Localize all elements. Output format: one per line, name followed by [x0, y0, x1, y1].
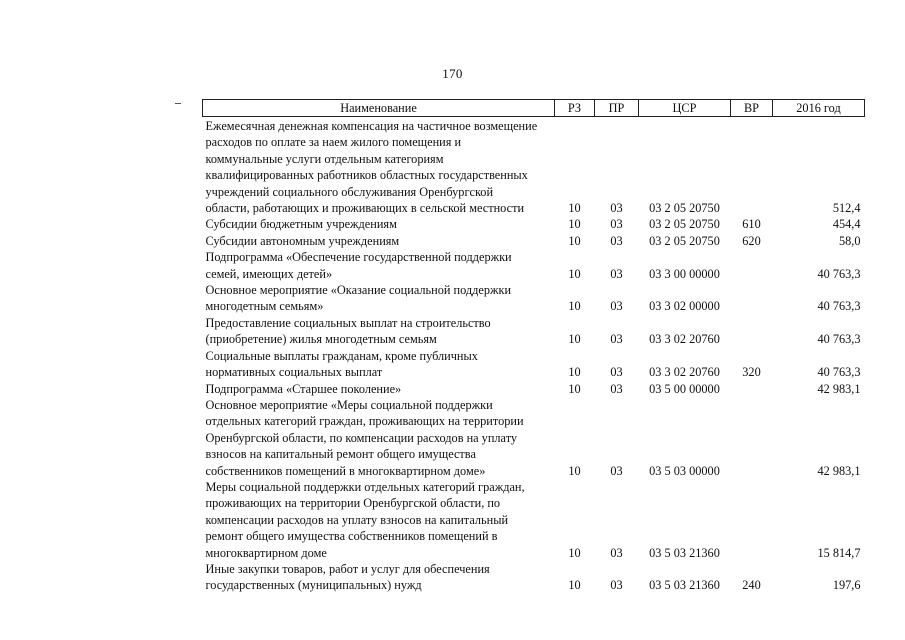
- row-name-line: взносов на капитальный ремонт общего имущества: [205, 447, 476, 462]
- table-row: [203, 233, 865, 249]
- row-vr: [731, 315, 773, 348]
- table-row: [203, 348, 865, 381]
- row-name-line: государственных (муниципальных) нужд: [205, 578, 422, 593]
- header-pr: ПР: [595, 100, 639, 117]
- row-csr: 03 5 03 21360: [649, 578, 720, 593]
- row-name: [203, 282, 555, 315]
- row-name-line: Основное мероприятие «Меры социальной поддержки: [205, 397, 493, 412]
- row-name-line: Подпрограмма «Обеспечение государственной поддержки: [205, 250, 512, 265]
- row-vr: 320: [742, 365, 761, 380]
- row-pr: 03: [610, 299, 623, 314]
- row-name-line: области, работающих и проживающих в сельской местности: [205, 201, 525, 216]
- row-vr: [731, 117, 773, 217]
- row-pr: 03: [610, 578, 623, 593]
- row-amount: 42 983,1: [817, 463, 861, 478]
- row-name-line: учреждений социального обслуживания Оренбургской: [205, 184, 494, 199]
- row-amount: 197,6: [832, 578, 861, 593]
- row-amount: 40 763,3: [817, 365, 861, 380]
- row-name-line: Субсидии автономным учреждениям: [205, 233, 400, 248]
- row-vr: [731, 397, 773, 479]
- row-pr: 03: [610, 217, 623, 232]
- row-name-line: расходов по оплате за наем жилого помещения и: [205, 135, 462, 150]
- row-csr: 03 2 05 20750: [649, 217, 720, 232]
- row-rz: 10: [568, 201, 581, 216]
- row-amount: 42 983,1: [817, 381, 861, 396]
- header-row: [203, 100, 865, 117]
- row-name-line: коммунальные услуги отдельным категориям: [205, 151, 444, 166]
- row-pr: 03: [610, 233, 623, 248]
- row-name-line: нормативных социальных выплат: [205, 365, 383, 380]
- row-name: [203, 117, 555, 217]
- row-name-line: собственников помещений в многоквартирном доме»: [205, 463, 486, 478]
- row-pr: 03: [610, 545, 623, 560]
- row-name: [203, 381, 555, 397]
- row-pr: 03: [610, 332, 623, 347]
- row-name-line: многодетным семьям»: [205, 299, 324, 314]
- row-csr: 03 5 03 00000: [649, 463, 720, 478]
- row-amount: 40 763,3: [817, 266, 861, 281]
- row-amount: 454,4: [832, 217, 861, 232]
- table-row: [203, 479, 865, 561]
- row-vr: [731, 381, 773, 397]
- table-row: [203, 315, 865, 348]
- row-name-line: (приобретение) жилья многодетным семьям: [205, 332, 437, 347]
- row-rz: 10: [568, 217, 581, 232]
- row-name-line: проживающих на территории Оренбургской области, по: [205, 496, 501, 511]
- table-row: [203, 249, 865, 282]
- row-name-line: Меры социальной поддержки отдельных категорий граждан,: [205, 479, 525, 494]
- row-csr: 03 3 00 00000: [649, 266, 720, 281]
- table-row: [203, 381, 865, 397]
- row-name-line: Субсидии бюджетным учреждениям: [205, 217, 397, 232]
- row-vr: 620: [742, 233, 761, 248]
- row-vr: [731, 249, 773, 282]
- row-rz: 10: [568, 381, 581, 396]
- row-vr: [731, 479, 773, 561]
- header-vr: ВР: [731, 100, 773, 117]
- row-name-line: квалифицированных работников областных государственных: [205, 168, 528, 183]
- row-amount: 15 814,7: [817, 545, 861, 560]
- row-amount: 40 763,3: [817, 332, 861, 347]
- row-pr: 03: [610, 201, 623, 216]
- table-header: [203, 100, 865, 117]
- header-name: Наименование: [203, 100, 555, 117]
- row-amount: 58,0: [838, 233, 861, 248]
- row-name-line: ремонт общего имущества собственников помещений в: [205, 529, 498, 544]
- row-csr: 03 2 05 20750: [649, 233, 720, 248]
- row-rz: 10: [568, 299, 581, 314]
- budget-table: [202, 99, 865, 594]
- row-csr: 03 3 02 20760: [649, 332, 720, 347]
- row-pr: 03: [610, 365, 623, 380]
- row-rz: 10: [568, 463, 581, 478]
- row-pr: 03: [610, 266, 623, 281]
- row-rz: 10: [568, 545, 581, 560]
- row-name-line: Предоставление социальных выплат на строительство: [205, 315, 491, 330]
- header-csr: ЦСР: [639, 100, 731, 117]
- row-name: [203, 561, 555, 594]
- row-name-line: Социальные выплаты гражданам, кроме публичных: [205, 348, 478, 363]
- table-row: [203, 397, 865, 479]
- row-name-line: семей, имеющих детей»: [205, 266, 333, 281]
- row-csr: 03 3 02 00000: [649, 299, 720, 314]
- row-rz: 10: [568, 233, 581, 248]
- row-pr: 03: [610, 381, 623, 396]
- row-name-line: Основное мероприятие «Оказание социальной поддержки: [205, 283, 512, 298]
- row-csr: 03 5 00 00000: [649, 381, 720, 396]
- row-csr: 03 3 02 20760: [649, 365, 720, 380]
- row-name: [203, 397, 555, 479]
- table-row: [203, 282, 865, 315]
- row-name-line: многоквартирном доме: [205, 545, 327, 560]
- row-rz: 10: [568, 578, 581, 593]
- row-csr: 03 5 03 21360: [649, 545, 720, 560]
- row-name-line: отдельных категорий граждан, проживающих на территории: [205, 414, 524, 429]
- row-name-line: компенсации расходов на уплату взносов на капитальный: [205, 512, 509, 527]
- row-name-line: Иные закупки товаров, работ и услуг для обеспечения: [205, 561, 490, 576]
- row-name: [203, 315, 555, 348]
- row-name-line: Ежемесячная денежная компенсация на частичное возмещение: [205, 119, 538, 133]
- row-name-line: Подпрограмма «Старшее поколение»: [205, 381, 402, 396]
- row-rz: 10: [568, 365, 581, 380]
- row-pr: 03: [610, 463, 623, 478]
- row-name: [203, 249, 555, 282]
- header-rz: РЗ: [555, 100, 595, 117]
- row-rz: 10: [568, 266, 581, 281]
- table-row: [203, 117, 865, 217]
- header-year: 2016 год: [773, 100, 865, 117]
- row-csr: 03 2 05 20750: [649, 201, 720, 216]
- row-amount: 512,4: [832, 201, 861, 216]
- row-vr: 240: [742, 578, 761, 593]
- margin-mark: [175, 103, 181, 104]
- row-rz: 10: [568, 332, 581, 347]
- row-vr: [731, 282, 773, 315]
- table-row: [203, 216, 865, 232]
- row-name: [203, 216, 555, 232]
- page-number: 170: [442, 66, 463, 81]
- row-amount: 40 763,3: [817, 299, 861, 314]
- table-row: [203, 561, 865, 594]
- row-name: [203, 233, 555, 249]
- row-name: [203, 348, 555, 381]
- row-name-line: Оренбургской области, по компенсации расходов на уплату: [205, 430, 518, 445]
- table-body: [203, 117, 865, 594]
- row-name: [203, 479, 555, 561]
- row-vr: 610: [742, 217, 761, 232]
